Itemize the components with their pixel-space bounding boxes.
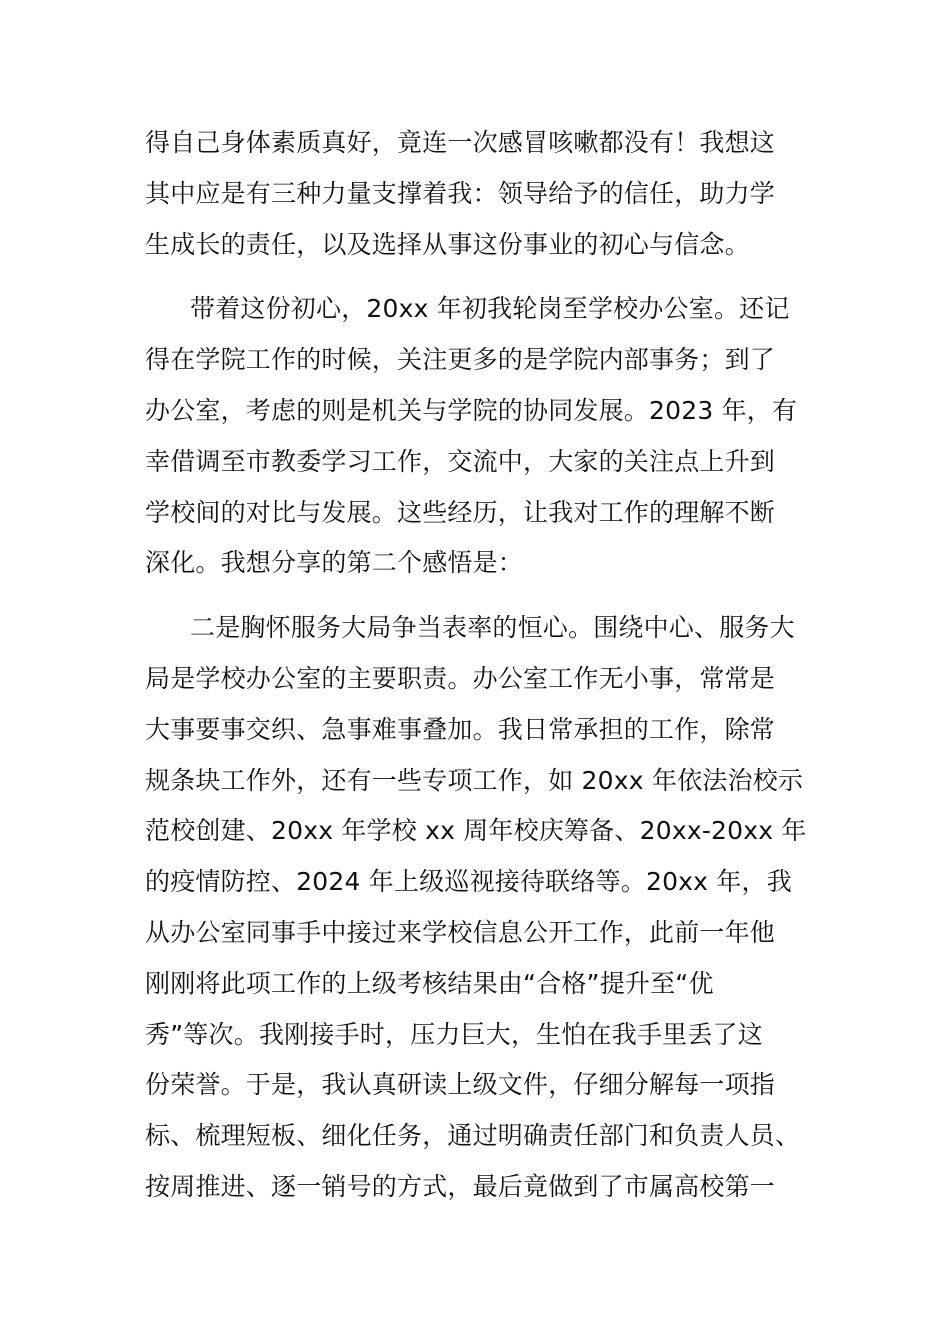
text-line: 办公室，考虑的则是机关与学院的协同发展。2023 年，有 xyxy=(145,395,798,425)
text-line: 生成长的责任，以及选择从事这份事业的初心与信念。 xyxy=(145,229,750,259)
paragraph-first-line: 二是胸怀服务大局争当表率的恒心。围绕中心、服务大 xyxy=(190,613,795,643)
text-line: 刚刚将此项工作的上级考核结果由“合格”提升至“优 xyxy=(145,968,714,998)
text-line: 范校创建、20xx 年学校 xx 周年校庆筹备、20xx-20xx 年 xyxy=(145,816,807,846)
text-line: 其中应是有三种力量支撑着我：领导给予的信任，助力学 xyxy=(145,178,776,208)
text-line: 大事要事交织、急事难事叠加。我日常承担的工作，除常 xyxy=(145,714,776,744)
text-line: 得自己身体素质真好，竟连一次感冒咳嗽都没有！我想这 xyxy=(145,128,776,157)
text-line: 深化。我想分享的第二个感悟是： xyxy=(145,548,524,578)
text-line: 标、梳理短板、细化任务，通过明确责任部门和负责人员、 xyxy=(145,1121,801,1151)
text-line: 局是学校办公室的主要职责。办公室工作无小事，常常是 xyxy=(145,663,776,693)
paragraph-first-line: 带着这份初心，20xx 年初我轮岗至学校办公室。还记 xyxy=(190,294,790,324)
text-line: 幸借调至市教委学习工作，交流中，大家的关注点上升到 xyxy=(145,446,776,476)
text-line: 从办公室同事手中接过来学校信息公开工作，此前一年他 xyxy=(145,917,776,947)
text-line: 份荣誉。于是，我认真研读上级文件，仔细分解每一项指 xyxy=(145,1070,776,1100)
body-text xyxy=(145,118,815,1213)
text-line: 的疫情防控、2024 年上级巡视接待联络等。20xx 年，我 xyxy=(145,867,792,897)
text-line: 得在学院工作的时候，关注更多的是学院内部事务；到了 xyxy=(145,345,776,375)
text-line: 规条块工作外，还有一些专项工作，如 20xx 年依法治校示 xyxy=(145,765,804,795)
text-line: 按周推进、逐一销号的方式，最后竟做到了市属高校第一 xyxy=(145,1171,776,1201)
text-line: 学校间的对比与发展。这些经历，让我对工作的理解不断 xyxy=(145,497,776,527)
text-line: 秀”等次。我刚接手时，压力巨大，生怕在我手里丢了这 xyxy=(145,1019,763,1049)
paragraph-gap xyxy=(145,589,815,603)
paragraph-gap xyxy=(145,270,815,284)
